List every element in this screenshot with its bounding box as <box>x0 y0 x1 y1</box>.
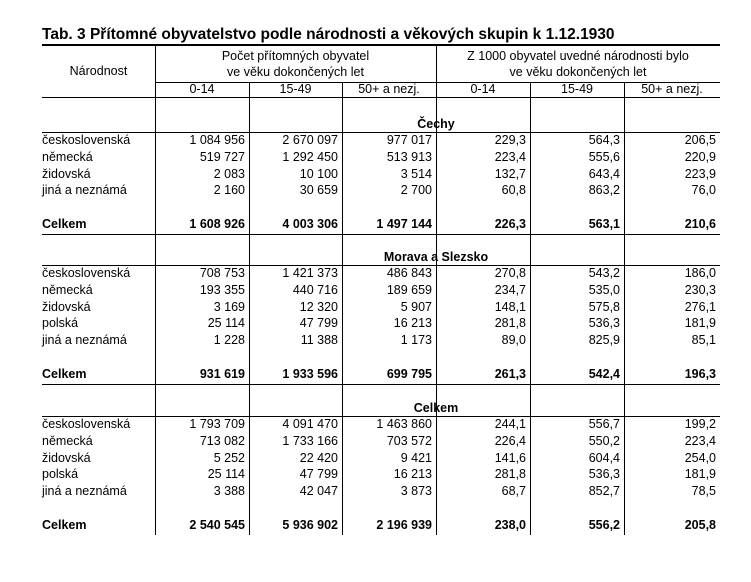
table-cell: 11 388 <box>300 333 338 348</box>
table-cell: 863,2 <box>588 183 620 198</box>
total-label: Celkem <box>42 366 87 381</box>
header-age-col: 15-49 <box>279 82 312 96</box>
table-cell: 229,3 <box>494 133 526 147</box>
header-group1-line2: ve věku dokončených let <box>227 65 364 79</box>
table-cell: 536,3 <box>588 316 620 331</box>
table-cell: 181,9 <box>684 467 716 482</box>
table-cell: 1 292 450 <box>282 149 338 164</box>
header-age-col: 50+ a nezj. <box>358 82 420 96</box>
table-cell: 199,2 <box>684 417 716 431</box>
table-cell: 186,0 <box>684 266 716 280</box>
table-title: Tab. 3 Přítomné obyvatelstvo podle národnosti a věkových skupin k 1.12.1930 <box>42 26 615 43</box>
table-cell: 193 355 <box>199 282 245 297</box>
table-cell: 16 213 <box>393 316 432 331</box>
row-label: německá <box>42 433 93 448</box>
table-cell: 4 091 470 <box>282 417 338 431</box>
table-cell: 22 420 <box>299 450 338 465</box>
table-cell: 68,7 <box>501 484 526 499</box>
table-cell: 2 700 <box>400 183 432 198</box>
total-cell: 542,4 <box>588 366 620 381</box>
table-cell: 703 572 <box>386 433 432 448</box>
header-age-col: 0-14 <box>189 82 215 96</box>
table-cell: 281,8 <box>494 316 526 331</box>
table-cell: 47 799 <box>299 467 338 482</box>
table-cell: 2 083 <box>213 166 245 181</box>
table-cell: 536,3 <box>588 467 620 482</box>
table-cell: 486 843 <box>386 266 432 280</box>
table-cell: 230,3 <box>684 282 716 297</box>
table-cell: 132,7 <box>494 166 526 181</box>
table-cell: 223,4 <box>494 149 526 164</box>
table-cell: 226,4 <box>494 433 526 448</box>
table-cell: 181,9 <box>684 316 716 331</box>
total-cell: 226,3 <box>494 217 526 231</box>
total-cell: 1 933 596 <box>282 366 338 381</box>
row-label: židovská <box>42 166 91 181</box>
section-bottom-rule <box>42 384 720 385</box>
row-label: československá <box>42 417 131 431</box>
table-cell: 1 084 956 <box>189 133 245 147</box>
table-cell: 3 169 <box>213 299 245 314</box>
table-cell: 223,4 <box>684 433 716 448</box>
header-age-col: 15-49 <box>561 82 593 96</box>
table-cell: 2 670 097 <box>282 133 338 147</box>
table-cell: 244,1 <box>494 417 526 431</box>
table-cell: 1 421 373 <box>282 266 338 280</box>
table-cell: 852,7 <box>588 484 620 499</box>
table-cell: 1 733 166 <box>282 433 338 448</box>
table-cell: 3 873 <box>400 484 432 499</box>
top-rule <box>42 44 720 46</box>
table-cell: 78,5 <box>691 484 716 499</box>
table-cell: 10 100 <box>299 166 338 181</box>
table-cell: 604,4 <box>588 450 620 465</box>
total-cell: 931 619 <box>199 366 245 381</box>
table-cell: 977 017 <box>386 133 432 147</box>
table-cell: 550,2 <box>588 433 620 448</box>
table-cell: 2 160 <box>213 183 245 198</box>
header-group2-line1: Z 1000 obyvatel uvedné národnosti bylo <box>467 49 689 63</box>
total-cell: 556,2 <box>588 517 620 532</box>
table-cell: 189 659 <box>386 282 432 297</box>
table-cell: 254,0 <box>684 450 716 465</box>
table-cell: 1 228 <box>213 333 245 348</box>
table-cell: 713 082 <box>199 433 245 448</box>
total-cell: 238,0 <box>494 517 526 532</box>
table-cell: 76,0 <box>691 183 716 198</box>
row-label: československá <box>42 133 131 147</box>
table-cell: 85,1 <box>691 333 716 348</box>
table-cell: 3 514 <box>400 166 432 181</box>
table-cell: 220,9 <box>684 149 716 164</box>
row-label: německá <box>42 282 93 297</box>
table-cell: 575,8 <box>588 299 620 314</box>
section-title: Čechy <box>417 117 455 131</box>
table-cell: 16 213 <box>393 467 432 482</box>
table-cell: 555,6 <box>588 149 620 164</box>
total-cell: 196,3 <box>684 366 716 381</box>
header-group1-line1: Počet přítomných obyvatel <box>221 49 370 63</box>
table-cell: 89,0 <box>501 333 526 348</box>
header-age-col: 50+ a nezj. <box>641 82 703 96</box>
table-cell: 141,6 <box>494 450 526 465</box>
total-cell: 205,8 <box>684 517 716 532</box>
section-title: Celkem <box>413 401 459 415</box>
total-cell: 5 936 902 <box>282 517 338 532</box>
table-cell: 519 727 <box>199 149 245 164</box>
header-group2-line2: ve věku dokončených let <box>509 65 647 79</box>
row-label: československá <box>42 266 131 280</box>
total-cell: 2 196 939 <box>376 517 432 532</box>
row-label: polská <box>42 316 79 331</box>
header-age-col: 0-14 <box>470 82 496 96</box>
table-cell: 25 114 <box>207 316 245 331</box>
table-cell: 60,8 <box>501 183 526 198</box>
row-label: německá <box>42 149 93 164</box>
total-label: Celkem <box>42 217 87 231</box>
header-bottom-rule <box>42 97 720 98</box>
table-cell: 270,8 <box>494 266 526 280</box>
table-cell: 513 913 <box>386 149 432 164</box>
row-label: jiná a neznámá <box>42 183 127 198</box>
row-label: polská <box>42 467 79 482</box>
table-cell: 543,2 <box>588 266 620 280</box>
table-cell: 47 799 <box>299 316 338 331</box>
total-cell: 1 497 144 <box>376 217 432 231</box>
row-label: jiná a neznámá <box>42 484 127 499</box>
table-cell: 42 047 <box>299 484 338 499</box>
table-cell: 643,4 <box>588 166 620 181</box>
total-label: Celkem <box>42 517 87 532</box>
total-cell: 699 795 <box>386 366 432 381</box>
table-cell: 535,0 <box>588 282 620 297</box>
table-cell: 9 421 <box>400 450 432 465</box>
row-label: židovská <box>42 299 91 314</box>
total-cell: 2 540 545 <box>189 517 245 532</box>
row-label: jiná a neznámá <box>42 333 127 348</box>
table-cell: 708 753 <box>199 266 245 280</box>
table-cell: 206,5 <box>684 133 716 147</box>
table-cell: 1 173 <box>400 333 432 348</box>
table-cell: 223,9 <box>684 166 716 181</box>
table-cell: 276,1 <box>684 299 716 314</box>
table-cell: 5 252 <box>213 450 245 465</box>
table-cell: 148,1 <box>494 299 526 314</box>
row-label: židovská <box>42 450 91 465</box>
table-cell: 556,7 <box>588 417 620 431</box>
section-title: Morava a Slezsko <box>383 250 489 264</box>
total-cell: 210,6 <box>684 217 716 231</box>
total-cell: 4 003 306 <box>282 217 338 231</box>
table-cell: 281,8 <box>494 467 526 482</box>
total-cell: 563,1 <box>588 217 620 231</box>
table-cell: 3 388 <box>213 484 245 499</box>
table-cell: 5 907 <box>400 299 432 314</box>
table-cell: 1 463 860 <box>376 417 432 431</box>
header-nationality: Národnost <box>69 64 128 78</box>
table-cell: 234,7 <box>494 282 526 297</box>
table-cell: 825,9 <box>588 333 620 348</box>
table-cell: 12 320 <box>299 299 338 314</box>
table-cell: 564,3 <box>588 133 620 147</box>
table-cell: 25 114 <box>207 467 245 482</box>
section-bottom-rule <box>42 234 720 235</box>
table-cell: 30 659 <box>299 183 338 198</box>
total-cell: 261,3 <box>494 366 526 381</box>
total-cell: 1 608 926 <box>189 217 245 231</box>
table-cell: 1 793 709 <box>189 417 245 431</box>
table-cell: 440 716 <box>292 282 338 297</box>
